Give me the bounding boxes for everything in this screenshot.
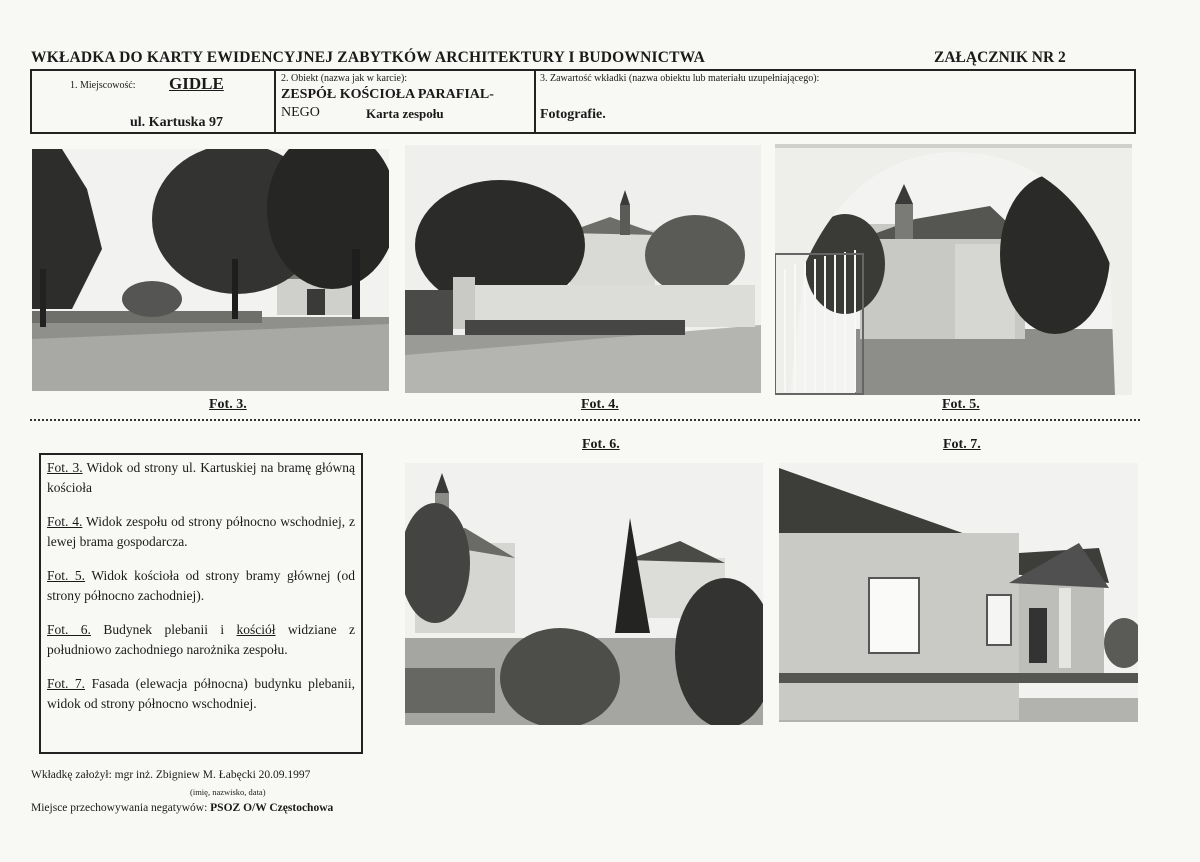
- desc-text-6b: kościół: [236, 622, 276, 637]
- desc-ref-5: Fot. 5.: [47, 568, 86, 583]
- desc-ref-4: Fot. 4.: [47, 514, 83, 529]
- caption-fot-3: Fot. 3.: [209, 397, 247, 412]
- author-hint: (imię, nazwisko, data): [190, 787, 266, 797]
- content-cell: [536, 71, 1134, 132]
- author-line: [31, 769, 310, 781]
- locality-label: 1. Miejscowość:: [70, 80, 136, 91]
- object-line-2b: Karta zespołu: [366, 106, 444, 121]
- object-line-2a: NEGO: [281, 105, 320, 120]
- description-fot-6: [47, 620, 355, 659]
- desc-ref-6: Fot. 6.: [47, 622, 91, 637]
- description-fot-4: [47, 512, 355, 551]
- photo-6: [405, 463, 763, 725]
- photo-3: [32, 149, 389, 391]
- desc-ref-3: Fot. 3.: [47, 460, 83, 475]
- author-value: mgr inż. Zbigniew M. Łabęcki 20.09.1997: [114, 769, 311, 781]
- desc-text-3: Widok od strony ul. Kartuskiej na bramę główną kościoła: [47, 460, 356, 495]
- caption-fot-6: Fot. 6.: [582, 437, 620, 452]
- author-label: Wkładkę założył:: [31, 769, 112, 781]
- caption-fot-4: Fot. 4.: [581, 397, 619, 412]
- object-cell: [276, 71, 536, 132]
- desc-text-6a: Budynek plebanii i: [103, 622, 225, 637]
- caption-fot-5: Fot. 5.: [942, 397, 980, 412]
- object-line-1: ZESPÓŁ KOŚCIOŁA PARAFIAL-: [281, 87, 494, 102]
- description-fot-7: [47, 674, 355, 713]
- photo-4: [405, 145, 761, 393]
- desc-text-6c: widziane z południowo zachodniego narożnika zespołu.: [47, 622, 356, 657]
- desc-text-5: Widok kościoła od strony bramy głównej (od strony północno zachodniej).: [47, 568, 355, 603]
- object-label: 2. Obiekt (nazwa jak w karcie):: [281, 73, 408, 84]
- locality-cell: [32, 71, 276, 132]
- photo-descriptions: [39, 453, 363, 754]
- street-value: ul. Kartuska 97: [130, 115, 223, 130]
- section-divider: [30, 419, 1140, 421]
- header-table: [30, 69, 1136, 134]
- storage-value: PSOZ O/W Częstochowa: [210, 802, 334, 814]
- photo-5: [775, 144, 1132, 395]
- document-title: WKŁADKA DO KARTY EWIDENCYJNEJ ZABYTKÓW ARCHITEKTURY I BUDOWNICTWA: [31, 49, 706, 66]
- storage-label: Miejsce przechowywania negatywów:: [31, 802, 208, 814]
- annex-number: ZAŁĄCZNIK NR 2: [934, 49, 1066, 66]
- storage-line: [31, 802, 333, 814]
- description-fot-3: [47, 458, 355, 497]
- photo-7: [779, 463, 1138, 722]
- content-value: Fotografie.: [540, 107, 606, 122]
- caption-fot-7: Fot. 7.: [943, 437, 981, 452]
- desc-text-4: Widok zespołu od strony północno wschodniej, z lewej brama gospodarcza.: [47, 514, 355, 549]
- locality-value: GIDLE: [169, 74, 224, 93]
- content-label: 3. Zawartość wkładki (nazwa obiektu lub materiału uzupełniającego):: [540, 73, 820, 84]
- description-fot-5: [47, 566, 355, 605]
- desc-text-7: Fasada (elewacja północna) budynku plebanii, widok od strony północno wschodniej.: [47, 676, 355, 711]
- desc-ref-7: Fot. 7.: [47, 676, 86, 691]
